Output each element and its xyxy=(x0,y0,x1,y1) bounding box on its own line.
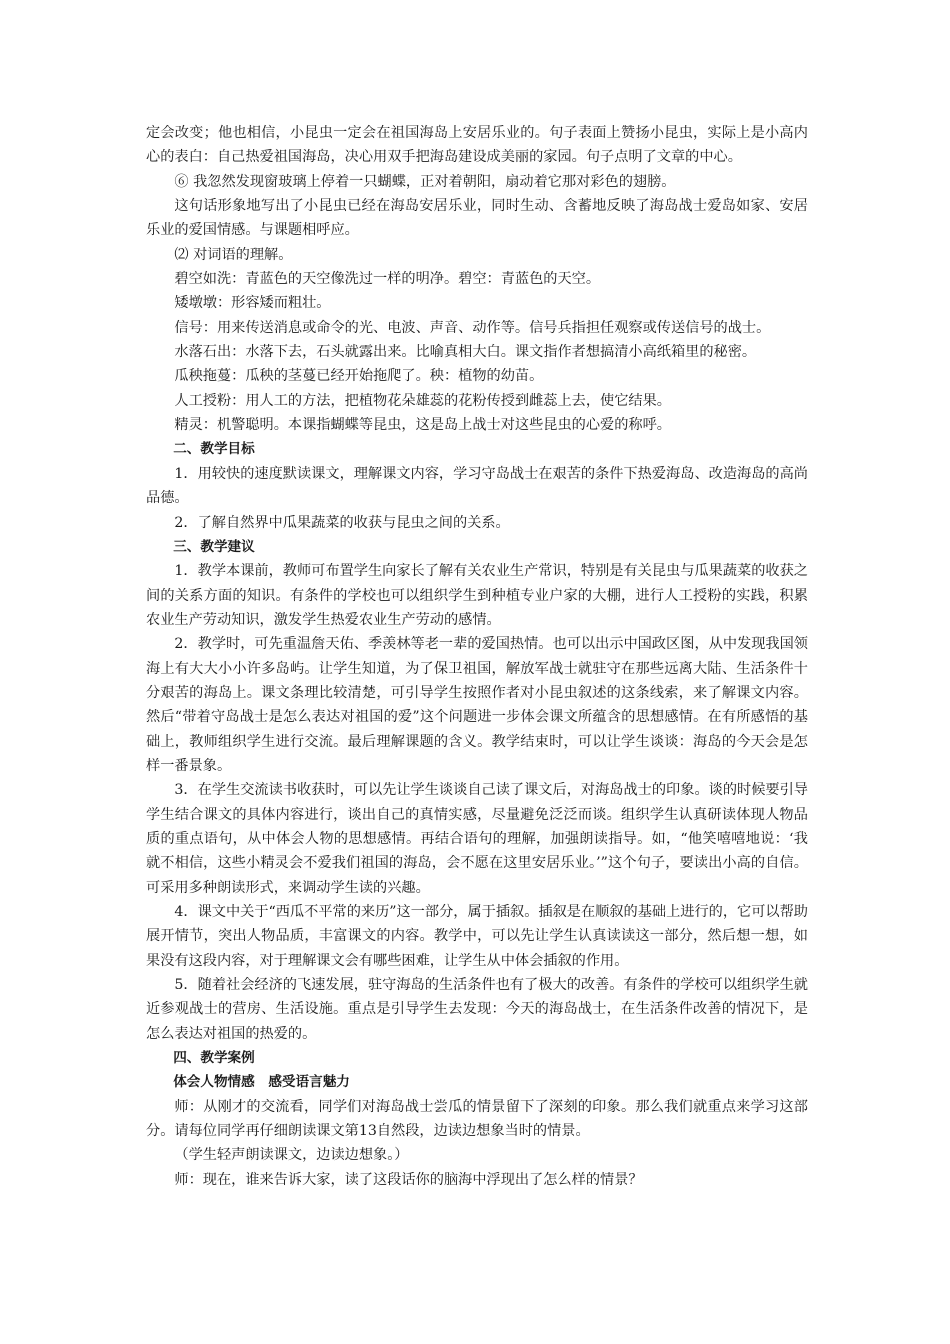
stage-direction: （学生轻声朗读课文，边读边想象。） xyxy=(174,1147,409,1164)
case-subtitle: 体会人物情感 感受语言魅力 xyxy=(173,1074,350,1091)
goal-item: 1．用较快的速度默读课文，理解课文内容，学习守岛战士在艰苦的条件下热爱海岛、改造海岛的高尚品德。 xyxy=(146,465,808,507)
suggestion-item: 3．在学生交流读书收获时，可以先让学生谈谈自己读了课文后，对海岛战士的印象。谈的时候要引导学生结合课文的具体内容进行，谈出自己的真情实感，尽量避免泛泛而谈。组织学生认真研读体现人物品质的重点语句，从中体会人物的思想感情。再结合语句的理解，加强朗读指导。如，“他笑嘻嘻地说：‘我就不相信，这些小精灵会不爱我们祖国的海岛，会不愿在这里安居乐业。’”这个句子，要读出小高的自信。可采用多种朗读形式，来调动学生读的兴趣。 xyxy=(146,782,808,896)
suggestion-item: 5．随着社会经济的飞速发展，驻守海岛的生活条件也有了极大的改善。有条件的学校可以组织学生就近参观战士的营房、生活设施。重点是引导学生去发现：今天的海岛战士，在生活条件改善的情况下，是怎么表达对祖国的热爱的。 xyxy=(146,977,808,1042)
paragraph-continuation: 定会改变；他也相信，小昆虫一定会在祖国海岛上安居乐业的。句子表面上赞扬小昆虫，实际上是小高内心的表白：自己热爱祖国海岛，决心用双手把海岛建设成美丽的家园。句子点明了文章的中心。 xyxy=(146,125,808,166)
vocab-item: 碧空如洗：青蓝色的天空像洗过一样的明净。碧空：青蓝色的天空。 xyxy=(174,271,601,288)
vocab-item: 人工授粉：用人工的方法，把植物花朵雄蕊的花粉传授到雌蕊上去，使它结果。 xyxy=(174,392,671,409)
section-heading-goals: 二、教学目标 xyxy=(173,441,255,458)
suggestion-item: 2．教学时，可先重温詹天佑、季羡林等老一辈的爱国热情。也可以出示中国政区图，从中发现我国领海上有大大小小许多岛屿。让学生知道，为了保卫祖国，解放军战士就驻守在那些远离大陆、生活条件十分艰苦的海岛上。课文条理比较清楚，可引导学生按照作者对小昆虫叙述的这条线索，来了解课文内容。然后“带着守岛战士是怎么表达对祖国的爱”这个问题进一步体会课文所蕴含的思想感情。在有所感悟的基础上，教师组织学生进行交流。最后理解课题的含义。教学结束时，可以让学生谈谈：海岛的今天会是怎样一番景象。 xyxy=(146,636,808,774)
goal-item: 2．了解自然界中瓜果蔬菜的收获与昆虫之间的关系。 xyxy=(174,514,510,531)
vocab-item: 精灵：机警聪明。本课指蝴蝶等昆虫，这是岛上战士对这些昆虫的心爱的称呼。 xyxy=(174,417,671,434)
sentence-analysis: 这句话形象地写出了小昆虫已经在海岛安居乐业，同时生动、含蓄地反映了海岛战士爱岛如家、安居乐业的爱国情感。与课题相呼应。 xyxy=(146,198,808,239)
vocab-item: 水落石出：水落下去，石头就露出来。比喻真相大白。课文指作者想搞清小高纸箱里的秘密。 xyxy=(174,344,757,361)
vocabulary-heading: ⑵ 对词语的理解。 xyxy=(174,246,293,263)
section-heading-case: 四、教学案例 xyxy=(173,1050,255,1067)
vocab-item: 瓜秧拖蔓：瓜秧的茎蔓已经开始拖爬了。秧：植物的幼苗。 xyxy=(174,368,544,385)
dialogue-line: 师：从刚才的交流看，同学们对海岛战士尝瓜的情景留下了深刻的印象。那么我们就重点来学习这部分。请每位同学再仔细朗读课文第13自然段，边读边想象当时的情景。 xyxy=(146,1098,808,1140)
dialogue-line: 师：现在，谁来告诉大家，读了这段话你的脑海中浮现出了怎么样的情景？ xyxy=(174,1171,643,1188)
suggestion-item: 1．教学本课前，教师可布置学生向家长了解有关农业生产常识，特别是有关昆虫与瓜果蔬菜的收获之间的关系方面的知识。有条件的学校也可以组织学生到种植专业户家的大棚，进行人工授粉的实践，积累农业生产劳动知识，激发学生热爱农业生产劳动的感情。 xyxy=(146,563,808,628)
document-page xyxy=(146,121,808,1192)
quoted-sentence-6: ⑥ 我忽然发现窗玻璃上停着一只蝴蝶，正对着朝阳，扇动着它那对彩色的翅膀。 xyxy=(174,173,676,190)
section-heading-suggestions: 三、教学建议 xyxy=(173,538,255,555)
vocab-item: 信号：用来传送消息或命令的光、电波、声音、动作等。信号兵指担任观察或传送信号的战士。 xyxy=(174,319,771,336)
suggestion-item: 4．课文中关于“西瓜不平常的来历”这一部分，属于插叙。插叙是在顺叙的基础上进行的，它可以帮助展开情节，突出人物品质，丰富课文的内容。教学中，可以先让学生认真读读这一部分，然后想一想，如果没有这段内容，对于理解课文会有哪些困难，让学生从中体会插叙的作用。 xyxy=(146,904,808,969)
vocab-item: 矮墩墩：形容矮而粗壮。 xyxy=(174,295,331,312)
